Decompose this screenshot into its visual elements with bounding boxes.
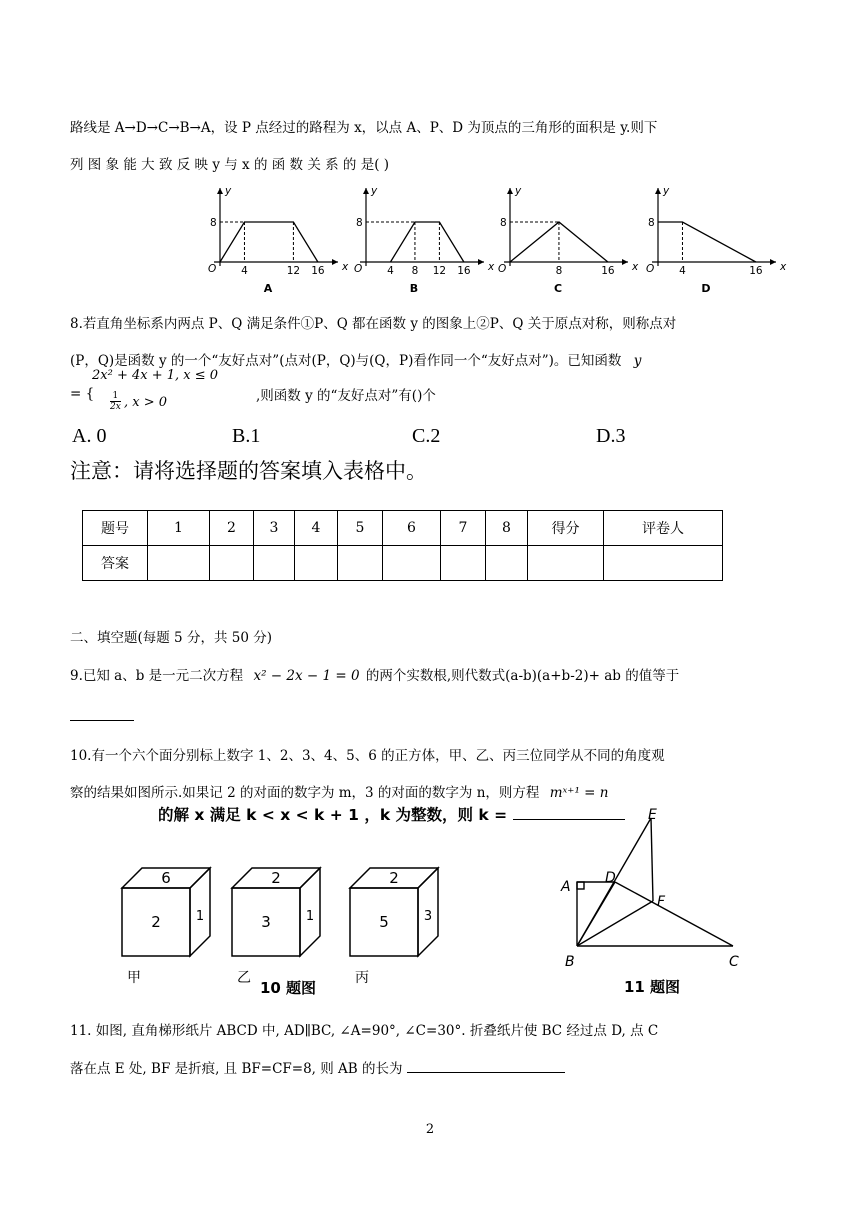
cube-front-number: 2: [151, 913, 161, 931]
graph-b: [354, 185, 495, 295]
header-cell: 得分: [528, 511, 604, 546]
y-axis-arrow: [217, 188, 223, 194]
answer-cell-2[interactable]: [210, 546, 254, 581]
q8-line2-text: (P，Q)是函数 y 的一个“友好点对”(点对(P，Q)与(Q，P)看作同一个“友好点对”)。已知函数: [70, 353, 622, 369]
q7-line2: 列 图 象 能 大 致 反 映 y 与 x 的 函 数 关 系 的 是( ): [70, 157, 390, 173]
origin-label: O: [646, 263, 655, 275]
x-tick-label: 12: [432, 265, 447, 277]
origin-label: O: [498, 263, 507, 275]
q11-line2: [70, 1059, 565, 1079]
cube-1: [122, 868, 210, 986]
origin-label: O: [354, 263, 363, 275]
y-axis-arrow: [655, 188, 661, 194]
y-axis-label: y: [225, 185, 232, 197]
cube-label: 甲: [127, 970, 141, 986]
fig11-label-a: A: [561, 879, 571, 895]
q8-case1: 2x² + 4x + 1, x ≤ 0: [92, 368, 219, 383]
q10-line2-text: 察的结果如图所示.如果记 2 的对面的数字为 m，3 的对面的数字为 n，则方程: [70, 785, 540, 801]
x-tick-label: 16: [749, 265, 763, 277]
answer-cell-3[interactable]: [254, 546, 295, 581]
cube-label: 乙: [237, 970, 251, 986]
origin-label: O: [208, 263, 217, 275]
q9-equation: x² − 2x − 1 = 0: [253, 668, 360, 684]
cube-top-number: 2: [389, 869, 399, 887]
answer-cell-4[interactable]: [295, 546, 338, 581]
y-axis-label: y: [515, 185, 522, 197]
q8-case2-den: 2x: [110, 402, 121, 412]
q11-line1: 11. 如图, 直角梯形纸片 ABCD 中, AD∥BC, ∠A=90°, ∠C=30°. 折叠纸片使 BC 经过点 D, 点 C: [70, 1023, 659, 1039]
answer-cell-1[interactable]: [148, 546, 210, 581]
header-cell: 8: [486, 511, 528, 546]
q8-line1: 8.若直角坐标系内两点 P、Q 满足条件①P、Q 都在函数 y 的图象上②P、Q 关于原点对称，则称点对: [70, 316, 677, 332]
cube-top-number: 6: [161, 869, 171, 887]
header-cell: 4: [295, 511, 338, 546]
q8-option-c: C.2: [412, 425, 441, 447]
y-tick-label: 8: [356, 217, 363, 229]
q8-case2-cond: , x > 0: [124, 395, 168, 410]
x-tick-label: 16: [601, 265, 615, 277]
x-axis-arrow: [478, 259, 484, 265]
x-tick-label: 4: [241, 265, 248, 277]
q7-line1: 路线是 A→D→C→B→A，设 P 点经过的路程为 x，以点 A、P、D 为顶点的三角形的面积是 y.则下: [70, 120, 658, 136]
x-axis-label: x: [342, 261, 349, 273]
y-axis-label: y: [663, 185, 670, 197]
q8-case2-fraction: [110, 391, 121, 412]
graph-caption: C: [553, 282, 563, 295]
q10-line3-text: 的解 x 满足 k < x < k + 1 ，k 为整数，则 k =: [158, 806, 508, 824]
x-axis-arrow: [332, 259, 338, 265]
y-tick-label: 8: [500, 217, 507, 229]
q10-line2: [70, 783, 608, 803]
x-tick-label: 4: [387, 265, 394, 277]
cube-side-number: 3: [423, 909, 433, 924]
x-tick-label: 8: [555, 265, 563, 277]
fig11-segment-bf: [577, 901, 653, 946]
q8-option-b: B.1: [232, 425, 261, 447]
header-cell: 2: [210, 511, 254, 546]
answer-row-label: 答案: [83, 546, 148, 581]
x-axis-arrow: [770, 259, 776, 265]
header-cell: 3: [254, 511, 295, 546]
q10-line1: 10.有一个六个面分别标上数字 1、2、3、4、5、6 的正方体，甲、乙、丙三位同学从不同的角度观: [70, 748, 665, 764]
header-cell: 7: [441, 511, 486, 546]
fig11-label-e: E: [648, 807, 657, 823]
graph-caption: A: [263, 282, 273, 295]
fig11-segment-dc: [615, 882, 733, 946]
header-cell: 6: [383, 511, 441, 546]
cube-side-number: 1: [195, 909, 205, 924]
fig10-caption: 10 题图: [259, 979, 317, 997]
x-axis-label: x: [488, 261, 495, 273]
q9-line: [70, 666, 679, 686]
y-tick-label: 8: [210, 217, 217, 229]
header-cell: 5: [338, 511, 383, 546]
fig11-segment-ef: [651, 818, 653, 901]
fig11-caption: 11 题图: [623, 978, 681, 996]
x-tick-label: 12: [286, 265, 301, 277]
q8-y-var: y: [633, 353, 642, 369]
answer-cell-8[interactable]: [486, 546, 528, 581]
fig11-trapezoid: [555, 806, 765, 1002]
page-number: 2: [425, 1122, 435, 1137]
cube-label: 丙: [355, 970, 369, 986]
cube-front-number: 5: [379, 913, 389, 931]
q7-graphs: [196, 180, 796, 295]
q9-prefix: 9.已知 a、b 是一元二次方程: [70, 668, 244, 684]
graph-caption: D: [701, 282, 711, 295]
fig11-right-angle-mark: [577, 882, 584, 889]
grader-cell[interactable]: [604, 546, 723, 581]
answer-cell-5[interactable]: [338, 546, 383, 581]
series-line: [220, 222, 318, 262]
cube-front-number: 3: [261, 913, 271, 931]
q8-option-d: D.3: [596, 425, 626, 447]
x-tick-label: 16: [311, 265, 325, 277]
y-axis-arrow: [507, 188, 513, 194]
fig11-label-b: B: [565, 954, 575, 970]
q8-eq-prefix: = {: [70, 386, 95, 402]
graph-caption: B: [409, 282, 419, 295]
graph-d: [646, 185, 787, 295]
section-2-heading: 二、填空题(每题 5 分，共 50 分): [70, 630, 272, 646]
y-tick-label: 8: [648, 217, 655, 229]
fig11-label-d: D: [605, 870, 616, 886]
fig11-label-c: C: [729, 954, 739, 970]
fig11-label-f: F: [657, 894, 666, 910]
fig10-cubes: [110, 860, 450, 1000]
x-tick-label: 16: [457, 265, 471, 277]
x-axis-arrow: [622, 259, 628, 265]
x-tick-label: 4: [679, 265, 686, 277]
y-axis-arrow: [363, 188, 369, 194]
x-tick-label: 8: [411, 265, 419, 277]
answer-note: 注意：请将选择题的答案填入表格中。: [70, 459, 427, 483]
q11-line2-text: 落在点 E 处, BF 是折痕, 且 BF=CF=8, 则 AB 的长为: [70, 1061, 403, 1077]
header-cell: 评卷人: [604, 511, 723, 546]
x-axis-label: x: [632, 261, 639, 273]
q11-answer-blank[interactable]: [407, 1072, 565, 1073]
q8-option-a: A. 0: [72, 425, 107, 447]
cube-3: [350, 868, 438, 986]
q9-suffix: 的两个实数根,则代数式(a-b)(a+b-2)+ ab 的值等于: [365, 668, 680, 684]
answer-cell-7[interactable]: [441, 546, 486, 581]
q9-answer-blank[interactable]: [70, 720, 134, 721]
q8-case2-num: 1: [110, 391, 121, 402]
answer-table: [82, 510, 723, 581]
series-line: [390, 222, 463, 262]
graph-c: [498, 185, 639, 295]
answer-table-header-row: [83, 511, 723, 546]
graph-a: [208, 185, 349, 295]
y-axis-label: y: [371, 185, 378, 197]
score-cell[interactable]: [528, 546, 604, 581]
answer-cell-6[interactable]: [383, 546, 441, 581]
answer-table-answer-row: [83, 546, 723, 581]
header-cell: 1: [148, 511, 210, 546]
cube-side-number: 1: [305, 909, 315, 924]
series-line: [658, 222, 756, 262]
q8-line3-tail: ,则函数 y 的“友好点对”有()个: [256, 388, 436, 404]
x-axis-label: x: [780, 261, 787, 273]
header-cell: 题号: [83, 511, 148, 546]
cube-top-number: 2: [271, 869, 281, 887]
cube-2: [232, 868, 320, 986]
q10-equation: mˣ⁺¹ = n: [549, 785, 609, 801]
fig11-segment-bd: [577, 882, 615, 946]
